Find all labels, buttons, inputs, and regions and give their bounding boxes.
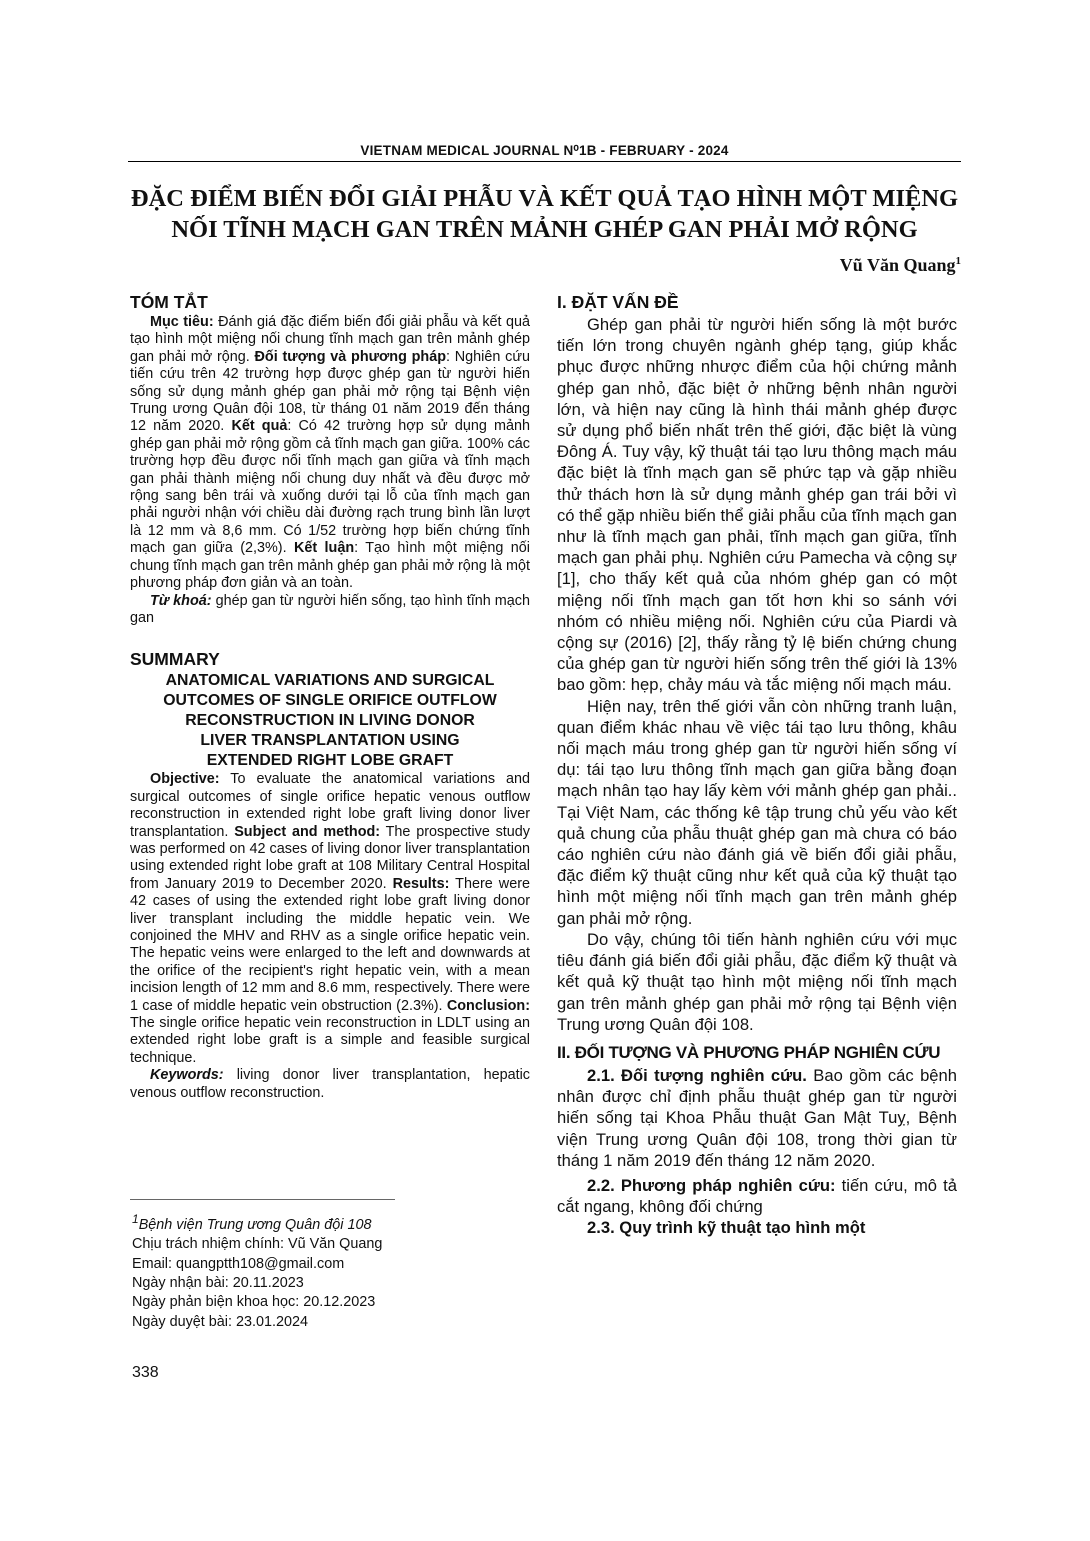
footnote-affil-mark: 1	[132, 1212, 139, 1226]
footnote-corresponding: Chịu trách nhiệm chính: Vũ Văn Quang	[132, 1236, 383, 1253]
label-conclusion-en: Conclusion:	[446, 997, 530, 1014]
conclusion-en: The single orifice hepatic vein reconstruction in LDLT using an extended right lobe graft is a simple and feasible surgical technique.	[130, 1015, 530, 1066]
label-method-vi: Đối tượng và phương pháp	[254, 348, 447, 365]
author	[840, 255, 961, 276]
intro-heading: I. ĐẶT VẤN ĐỀ	[557, 292, 679, 312]
journal-header: VIETNAM MEDICAL JOURNAL N⁰1B - FEBRUARY - 2024	[360, 143, 729, 158]
results-en: There were 42 cases of using the extended right lobe graft living donor liver transplant including the middle hepatic vein. We conjoined the MHV and RHV as a single orifice hepatic vein. The hepatic veins were enlarged to the left and downwards at the orifice of the recipient's right hepatic vein, with a mean incision length of 12 mm and 8.6 mm, respectively. There were 1 case of middle hepatic vein obstruction (2.3%).	[130, 875, 530, 1014]
label-results-vi: Kết quả	[231, 418, 288, 435]
conclusion-vi: : Tạo hình một miệng nối chung tĩnh mạch gan trên mảnh ghép gan phải mở rộng là một phương pháp đơn giản và an toàn.	[130, 540, 530, 592]
footnote-accepted: Ngày duyệt bài: 23.01.2024	[132, 1313, 309, 1330]
objective-en: To evaluate the anatomical variations and surgical outcomes of single orifice hepatic venous outflow reconstruction in extended right lobe graft living donor liver transplantation.	[130, 771, 530, 840]
keywords-en-text: living donor liver transplantation, hepatic venous outflow reconstruction.	[130, 1067, 530, 1101]
footnote-affiliation: $^1$Bệnh viện Trung ương Quân đội 108	[132, 1212, 372, 1233]
header-rule	[128, 161, 961, 162]
results-vi: : Có 42 trường hợp sử dụng mảnh ghép gan phải mở rộng gồm cả tĩnh mạch gan giữa. 100% các trường hợp đều được nối tĩnh mạch gan giữa và tĩnh mạch gan phải thành miệng nối chung duy nhất và đều được mở rộng sang bên trái và xuống dưới tại lỗ của tĩnh mạch gan phải người nhận với chiều dài đường rạch trung bình lần lượt là 12 mm và 8,6 mm. Có 1/52 trường hợp biến chứng tĩnh mạch gan giữa (2,3%).	[130, 418, 530, 557]
page-number: 338	[132, 1364, 159, 1381]
method-vi: : Nghiên cứu tiến cứu trên 42 trường hợp được ghép gan từ người hiến sống sử dụng mảnh ghép gan phải mở rộng tại Bệnh viện Trung ương Quân đội 108, từ tháng 01 năm 2019 đến tháng 12 năm 2020.	[130, 348, 530, 435]
methods-s3-label: 2.3. Quy trình kỹ thuật tạo hình một	[587, 1218, 866, 1238]
footnote-email: Email: quangptth108@gmail.com	[132, 1255, 345, 1272]
methods-heading: II. ĐỐI TƯỢNG VÀ PHƯƠNG PHÁP NGHIÊN CỨU	[557, 1042, 941, 1062]
right-column	[557, 290, 957, 1239]
keywords-vi-text: ghép gan từ người hiến sống, tạo hình tĩnh mạch gan	[130, 592, 530, 626]
abstract-en-body	[130, 771, 530, 1067]
author-name: Vũ Văn Quang	[839, 255, 956, 275]
footnote-reviewed: Ngày phản biện khoa học: 20.12.2023	[132, 1294, 376, 1311]
summary-title-line-5: EXTENDED RIGHT LOBE GRAFT	[206, 752, 454, 770]
summary-title-line-1: ANATOMICAL VARIATIONS AND SURGICAL	[165, 672, 495, 690]
summary-heading: SUMMARY	[130, 649, 220, 670]
methods-s2-label: 2.2. Phương pháp nghiên cứu:	[587, 1175, 836, 1195]
label-objective-en: Objective:	[150, 771, 220, 788]
footnote-received: Ngày nhận bài: 20.11.2023	[132, 1275, 304, 1292]
methods-s2-text: tiến cứu, mô tả cắt ngang, không đối chứng	[557, 1175, 957, 1217]
methods-section-1	[557, 1065, 957, 1171]
keywords-vi	[130, 593, 530, 628]
keywords-en	[130, 1067, 530, 1102]
summary-title-line-4: LIVER TRANSPLANTATION USING	[200, 732, 460, 750]
summary-title-line-2: OUTCOMES OF SINGLE ORIFICE OUTFLOW	[163, 692, 497, 710]
method-en: The prospective study was performed on 42 cases of living donor liver transplantation using extended right lobe graft at 108 Military Central Hospital from January 2019 to December 2020.	[130, 823, 531, 892]
summary-title-line-3: RECONSTRUCTION IN LIVING DONOR	[185, 712, 475, 730]
label-keywords-vi: Từ khoá:	[150, 592, 212, 609]
methods-section-2	[557, 1175, 957, 1217]
label-conclusion-vi: Kết luận	[293, 540, 355, 557]
objective-vi: Đánh giá đặc điểm biến đổi giải phẫu và kết quả tạo hình một miệng nối chung tĩnh mạch gan trên mảnh ghép gan phải mở rộng.	[130, 314, 530, 365]
label-method-en: Subject and method:	[234, 823, 381, 840]
footnotes	[132, 1210, 532, 1332]
label-objective-vi: Mục tiêu:	[150, 314, 214, 330]
methods-s1-label: 2.1. Đối tượng nghiên cứu.	[587, 1065, 807, 1085]
article-title	[128, 183, 961, 245]
footnote-rule	[130, 1199, 395, 1200]
title-line-1: ĐẶC ĐIỂM BIẾN ĐỔI GIẢI PHẪU VÀ KẾT QUẢ TẠO HÌNH MỘT MIỆNG	[130, 185, 959, 212]
left-column	[130, 290, 530, 1102]
title-line-2: NỐI TĨNH MẠCH GAN TRÊN MẢNH GHÉP GAN PHẢI MỞ RỘNG	[171, 216, 918, 243]
summary-title	[130, 671, 530, 771]
intro-paragraph-3: Do vậy, chúng tôi tiến hành nghiên cứu với mục tiêu đánh giá biến đổi giải phẫu, đặc điểm kỹ thuật và kết quả kỹ thuật tạo hình một miệng nối tĩnh mạch gan trên mảnh ghép gan phải mở rộng tại Bệnh viện Trung ương Quân đội 108.	[557, 929, 957, 1034]
methods-s1-text: Bao gồm các bệnh nhân được chỉ định phẫu thuật ghép gan từ người hiến sống tại Khoa Phẫu thuật Gan Mật Tuỵ, Bệnh viện Trung ương Quân đội 108, trong thời gian từ tháng 1 năm 2019 đến tháng 12 năm 2020.	[557, 1065, 957, 1170]
intro-paragraph-1: Ghép gan phải từ người hiến sống là một bước tiến lớn trong chuyên ngành ghép tạng, giúp khắc phục được những nhược điểm của hội chứng mảnh ghép gan nhỏ, đặc biệt ở những bệnh nhân người lớn, và hiện nay cũng là hình thái mảnh ghép được sử dụng phổ biến nhất trên thế giới, đặc biệt là vùng Đông Á. Tuy vậy, kỹ thuật tái tạo lưu thông mạch máu đặc biệt là tĩnh mạch gan sẽ phức tạp và gặp nhiều thử thách hơn là sử dụng mảnh ghép gan trái bởi vì có thể gặp nhiều biến thể giải phẫu của tĩnh mạch gan như là tĩnh mạch gan phải, tĩnh mạch gan giữa, tĩnh mạch gan phải phụ. Nghiên cứu Pamecha và cộng sự [1], cho thấy kết quả của nhóm ghép gan có một miệng nối tĩnh mạch gan tốt hơn khi so sánh với nhóm có nhiều miệng nối. Nghiên cứu của Piardi và cộng sự (2016) [2], thấy rằng tỷ lệ biến chứng chung của ghép gan từ người hiến sống trên thế giới là 13% bao gồm: hẹp, chảy máu và tắc miệng nối mạch máu.	[557, 315, 957, 695]
abstract-vi-body	[130, 314, 530, 593]
abstract-vi-heading: TÓM TẮT	[130, 292, 208, 312]
intro-paragraph-2: Hiện nay, trên thế giới vẫn còn những tranh luận, quan điểm khác nhau về việc tái tạo lưu thông, khâu nối mạch máu trong ghép gan từ người hiến sống ví dụ: tái tạo lưu thông tĩnh mạch gan giữa bằng đoạn mạch nhân tạo hay lấy kèm với mảnh ghép gan phải.. Tại Việt Nam, các thống kê tập trung chủ yếu vào kết quả chung của phẫu thuật ghép gan mà chưa có báo cáo nghiên cứu nào đánh giá về biến đổi giải phẫu, đặc điểm kỹ thuật cũng như kết quả của kỹ thuật tạo hình một miệng nối tĩnh mạch gan trên mảnh ghép gan phải mở rộng.	[557, 696, 957, 928]
label-keywords-en: Keywords:	[150, 1067, 224, 1084]
methods-section-3	[557, 1217, 957, 1238]
author-affil-mark: 1	[955, 255, 961, 267]
label-results-en: Results:	[392, 875, 450, 892]
